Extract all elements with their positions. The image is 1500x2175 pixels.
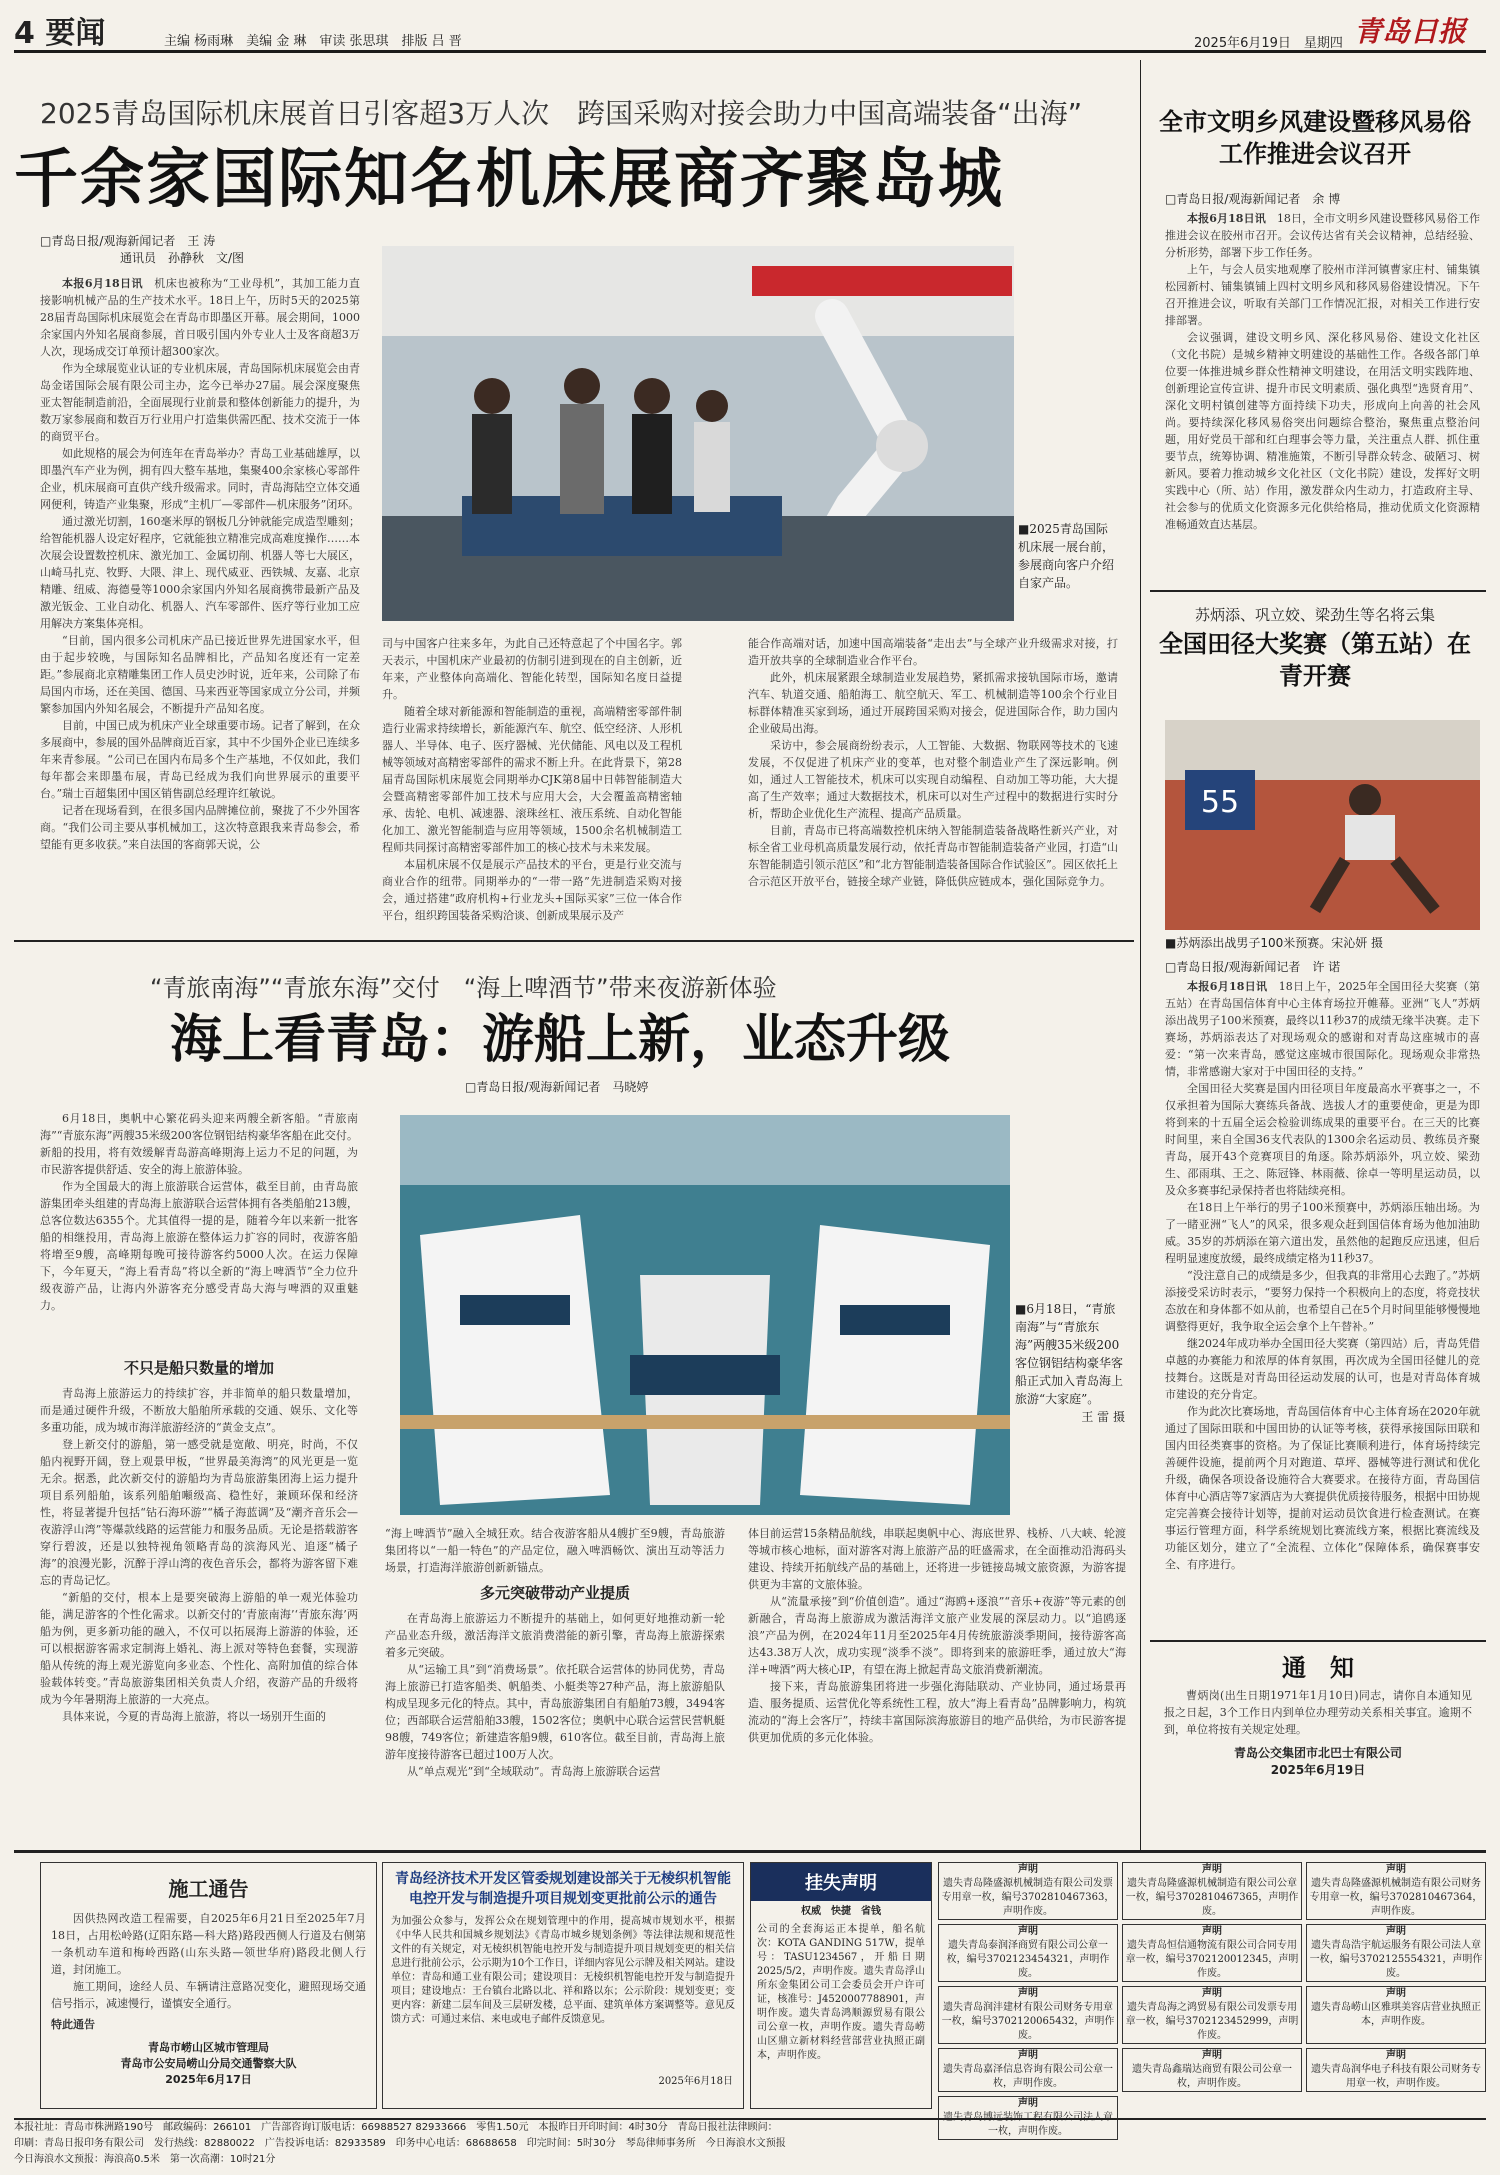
right-mid-byline: □青岛日报/观海新闻记者 许 诺 [1165, 960, 1341, 974]
planning-notice: 青岛经济技术开发区管委规划建设部关于无棱织机智能电控开发与制造提升项目规划变更批前公示的通告 为加强公众参与，发挥公众在规划管理中的作用，提高城市规划水平，根据《中华人民共和国城乡规划法》《青岛市城乡规划条例》等法律法规和规范性文件的有关规定，对无棱织机智能电控开发与制造提升项目规划变更的相关信息进行批前公示，公示期为10个工作日，详细内容见公示牌及相关网站。建设单位：青岛和通工业有限公司；建设项目：无棱织机智能电控开发与制造提升项目；建设地点：王台镇台北路以北、祥和路以东；公示阶段：规划变更；变更内容：新建二层车间及三层研发楼，总平面、建筑单体方案调整等。意见反馈方式：可通过来信、来电或电子邮件反馈意见。 2025年6月18日 [382, 1862, 744, 2109]
lead-column-3: 能合作高端对话，加速中国高端装备“走出去”与全球产业升级需求对接，打造开放共享的全球制造业合作平台。 此外，机床展紧跟全球制造业发展趋势，紧抓需求接轨国际市场，邀请汽车、轨道交通、船舶海工、航空航天、军工、机械制造等100余个行业目标群体精准买家到场，通过开展跨国采购对接会，促进国际合作，助力国内企业破局出海。 采访中，参会展商纷纷表示，人工智能、大数据、物联网等技术的飞速发展，不仅促进了机床产业的变革，也对整个制造业产生了深远影响。例如，通过人工智能技术，机床可以实现自动编程、自动加工等功能，大大提高了生产效率；通过大数据技术，机床可以对生产过程中的数据进行实时分析，帮助企业优化生产流程、提高产品质量。 目前，青岛市已将高端数控机床纳入智能制造装备战略性新兴产业，对标全省工业母机高质量发展行动，依托青岛市智能制造装备产业园，打造“山东智能制造引领示范区”和“北方智能制造装备国际合作试验区”。园区依托上合示范区开放平台，链接全球产业链，降低供应链成本，强化国际竞争力。 [748, 637, 1118, 888]
photo-credit: 王 雷 摄 [1081, 1410, 1125, 1424]
declaration: 声明 遗失青岛博远装饰工程有限公司法人章一枚，声明作废。 [938, 2096, 1118, 2140]
tourism-photo-caption: ■6月18日，“青旅南海”与“青旅东海”两艘35米级200客位钢铝结构豪华客船正式加入青岛海上旅游“大家庭”。 王 雷 摄 [1015, 1302, 1125, 1424]
page-footer [14, 2118, 1486, 2170]
tourism-column-3: 体目前运营15条精品航线，串联起奥帆中心、海底世界、栈桥、八大峡、轮渡等城市核心地标，面对游客对海上旅游产品的旺盛需求，在全面推动沿海码头建设、持续开拓航线产品的基础上，还将进一步链接岛城文旅资源，为游客提供更为丰富的文旅体验。 从“流量承接”到“价值创造”。通过“海鸥+逐浪”“音乐+夜游”等元素的创新融合，青岛海上旅游成为激活海洋文旅产业发展的深层动力。以“追鸥逐浪”产品为例，在2024年11月至2025年4月传统旅游淡季期间，接待游客高达43.38万人次，成功实现“淡季不淡”。即将到来的旅游旺季，通过放大“海洋+啤酒”两大核心IP，有望在海上掀起青岛文旅消费新潮流。 接下来，青岛旅游集团将进一步强化海陆联动、产业协同，通过场景再造、服务提质、运营优化等系统性工程，放大“海上看青岛”品牌影响力，构筑流动的“海上会客厅”，持续丰富国际滨海旅游目的地产品供给，为市民游客提供更加优质的多元化体验。 [748, 1527, 1126, 1744]
right-top-byline: □青岛日报/观海新闻记者 余 博 [1165, 192, 1341, 206]
declaration: 声明 遗失青岛嘉泽信息咨询有限公司公章一枚，声明作废。 [938, 2048, 1118, 2092]
declaration: 声明 遗失青岛隆盛源机械制造有限公司财务专用章一枚，编号3702810467364，声明作废。 [1306, 1862, 1486, 1920]
tourism-subhead-2: 多元突破带动产业提质 [479, 1584, 630, 1602]
right-divider-1 [1150, 590, 1486, 592]
notice-date: 2025年6月19日 [1270, 1763, 1366, 1777]
declaration: 声明 遗失青岛崂山区雅琪美容店营业执照正本，声明作废。 [1306, 1986, 1486, 2044]
page-number: 4 要闻 [14, 16, 106, 51]
declarations-grid [938, 1862, 1486, 2137]
declaration: 声明 遗失青岛浩宇航运服务有限公司法人章一枚，编号3702125554321，声明作废。 [1306, 1924, 1486, 1982]
right-mid-headline: 全国田径大奖赛（第五站）在青开赛 [1159, 629, 1471, 690]
declaration: 声明 遗失青岛鑫瑞达商贸有限公司公章一枚，声明作废。 [1122, 2048, 1302, 2092]
athletics-photo-caption: ■苏炳添出战男子100米预赛。宋沁妍 摄 [1165, 936, 1384, 950]
right-mid-kicker: 苏炳添、巩立姣、梁劲生等名将云集 [1194, 606, 1435, 624]
lead-kicker: 2025青岛国际机床展首日引客超3万人次 跨国采购对接会助力中国高端装备“出海” [40, 97, 1083, 130]
machine-expo-illustration [382, 246, 1014, 621]
tourism-col2-top: “海上啤酒节”融入全城狂欢。结合夜游客船从4艘扩至9艘，青岛旅游集团将以“一船一特色”的产品定位，融入啤酒畅饮、演出互动等活力场景，打造海洋旅游创新新锚点。 [385, 1527, 725, 1574]
lead-photo [382, 246, 1014, 621]
declaration: 声明 遗失青岛恒信通物流有限公司合同专用章一枚，编号3702120012345，声明作废。 [1122, 1924, 1302, 1982]
right-divider-2 [1150, 1640, 1486, 1642]
declaration: 声明 遗失青岛润华电子科技有限公司财务专用章一枚，声明作废。 [1306, 2048, 1486, 2092]
lost-banner: 挂失声明 [751, 1863, 931, 1901]
right-mid-body: 本报6月18日讯 18日上午，2025年全国田径大奖赛（第五站）在青岛国信体育中心主体育场拉开帷幕。亚洲“飞人”苏炳添出战男子100米预赛，最终以11秒37的成绩无缘半决赛。走下赛场，苏炳添表达了对现场观众的感谢和对青岛这座城市的喜爱：“第一次来青岛，感觉这座城市很国际化。现场观众非常热情，非常感谢大家对于中国田径的支持。” 全国田径大奖赛是国内田径项目年度最高水平赛事之一，不仅承担着为国际大赛练兵备战、选拔人才的重要使命，更是为即将到来的十五届全运会检验训练成果的重要平台。在三天的比赛时间里，来自全国36支代表队的1300余名运动员、教练员齐聚青岛，展开43个竞赛项目的角逐。除苏炳添外，巩立姣、梁劲生、邵雨琪、王之、陈冠锋、林雨薇、徐卓一等明星运动员，以及众多赛事纪录保持者也将陆续亮相。 在18日上午举行的男子100米预赛中，苏炳添压轴出场。为了一睹亚洲“飞人”的风采，很多观众赶到国信体育场为他加油助威。35岁的苏炳添在第六道出发，虽然他的起跑反应迅速，但后程明显速度放缓，最终成绩定格为11秒37。 “没注意自己的成绩是多少，但我真的非常用心去跑了。”苏炳添接受采访时表示，“要努力保持一个积极向上的态度，将竞技状态放在和身体都不如从前，也希望自己在5个月时间里能够慢慢地调整得更好，我争取全运会拿个上午替补。” 继2024年成功举办全国田径大奖赛（第四站）后，青岛凭借卓越的办赛能力和浓厚的体育氛围，再次成为全国田径健儿的竞技舞台。这既是对青岛田径运动发展的认可，也是对青岛体育城市建设的充分肯定。 作为此次比赛场地，青岛国信体育中心主体育场在2020年就通过了国际田联和中国田协的认证等考核，获得承接国际田联和国内田径类赛事的资格。为了保证比赛顺利进行，体育场持续完善硬件设施，提前两个月对跑道、草坪、器械等进行测试和优化升级，确保各项设备设施符合大赛要求。在接待方面，青岛国信体育中心酒店等7家酒店为大赛提供优质接待服务，根据中田协规定完善赛会接待计划等，提前对运动员饮食进行检查测试。在赛事运行管理方面，科学系统规划比赛流线方案，根据比赛流线及功能区划分，建立了“全流程、立体化”保障体系，确保赛事安全、有序进行。 [1165, 980, 1480, 1571]
sprinter-illustration [1165, 720, 1480, 930]
lead-byline: □青岛日报/观海新闻记者 王 涛 通讯员 孙静秋 文/图 [40, 234, 245, 265]
declaration: 声明 遗失青岛隆盛源机械制造有限公司公章一枚，编号3702810467365，声明作废。 [1122, 1862, 1302, 1920]
right-top-body: 本报6月18日讯 18日，全市文明乡风建设暨移风易俗工作推进会议在胶州市召开。会议传达省有关会议精神，总结经验、分析形势，部署下步工作任务。 上午，与会人员实地观摩了胶州市洋河镇曹家庄村、铺集镇松园新村、铺集镇铺上四村文明乡风和移风易俗建设情况。下午召开推进会议，听取有关部门工作情况汇报，对相关工作进行安排部署。 会议强调，建设文明乡风、深化移风易俗、建设文化社区（文化书院）是城乡精神文明建设的基础性工作。各级各部门单位要一体推进城乡群众性精神文明建设，在用活文明实践阵地、创新理论宣传宣讲、提升市民文明素质、强化典型“选贤育用”、深化文明村镇创建等方面持续下功夫，形成向上向善的社会风尚。要持续深化移风易俗突出问题综合整治，聚焦重点整治问题，用好党员干部和红白理事会等力量，关注重点人群、抓住重要节点，统筹协调、精准施策，不断引导群众转念、破陋习、树新风。要着力推动城乡文化社区（文化书院）建设，发挥好文明实践中心（所、站）作用，激发群众内生动力，打造政府主导、社会参与的优质文化资源多元化供给格局，推动优质文化资源精准畅通效直达基层。 [1165, 212, 1480, 531]
section-divider [14, 940, 1134, 942]
svg-text:55: 55 [1200, 785, 1240, 820]
lead-headline: 千余家国际知名机床展商齐聚岛城 [14, 142, 1004, 217]
construction-title: 施工通告 [168, 1877, 249, 1901]
tourism-section-2: 在青岛海上旅游运力不断提升的基础上，如何更好地推动新一轮产品业态升级，激活海洋文旅消费潜能的新引擎，青岛海上旅游探索着多元突破。 从“运输工具”到“消费场景”。依托联合运营体的协同优势，青岛海上旅游已打造客船类、帆船类、小艇类等27种产品，海上旅游船队构成呈现多元化的特点。其中，青岛旅游集团自有船舶73艘，3494客位；西部联合运营船舶33艘，1502客位；奥帆中心联合运营民营帆艇98艘，749客位；新建造客船9艘，610客位。截至目前，青岛海上旅游年度接待游客已超过100万人次。 从“单点观光”到“全域联动”。青岛海上旅游联合运营 [385, 1612, 725, 1778]
cruise-ships-illustration [400, 1115, 1010, 1515]
tourism-kicker: “青旅南海”“青旅东海”交付 “海上啤酒节”带来夜游新体验 [150, 974, 777, 1002]
ads-divider [14, 1850, 1486, 1853]
lost-notice: 挂失声明 权威 快捷 省钱 公司的全套海运正本提单，船名航次：KOTA GANDING 517W，提单号：TASU1234567，开船日期2025/5/2，声明作废。遗失青岛浮山所东金集团公司工会委员会开户许可证，核准号：J4520007788901，声明作废。遗失青岛鸿顺源贸易有限公司公章一枚，声明作废。遗失青岛崂山区鼎立新材料经营部营业执照正副本，声明作废。 [750, 1862, 932, 2109]
notice-title: 通 知 [1282, 1653, 1354, 1682]
staff-credits: 主编 杨雨琳 美编 金 琳 审读 张思琪 排版 吕 晋 [164, 34, 462, 49]
tourism-headline: 海上看青岛：游船上新，业态升级 [170, 1009, 951, 1070]
tourism-intro: 6月18日，奥帆中心繁花码头迎来两艘全新客船。“青旅南海”“青旅东海”两艘35米级200客位钢铝结构豪华客船在此交付。新船的投用，将有效缓解青岛游高峰期海上运力不足的问题，为市民游客提供舒适、安全的海上旅游体验。 作为全国最大的海上旅游联合运营体，截至目前，由青岛旅游集团牵头组建的青岛海上旅游联合运营体拥有各类船舶213艘，总客位数达6355个。尤其值得一提的是，随着今年以来新一批客船的相继投用，青岛海上旅游在整体运力扩容的同时，夜游客船将增至9艘，高峰期每晚可接待游客约5000人次。在运力保障下，今年夏天，“海上看青岛”将以全新的“海上啤酒节”全力位升级夜游产品，让海内外游客充分感受青岛大海与啤酒的双重魅力。 [40, 1112, 358, 1312]
notice-issuer: 青岛公交集团市北巴士有限公司 [1233, 1746, 1402, 1760]
masthead [14, 8, 1486, 53]
footer-weather: 今日海浪水文预报：海浪高0.5米 第一次高潮：10时21分 [14, 2154, 276, 2165]
tourism-section-1: 青岛海上旅游运力的持续扩容，并非简单的船只数量增加，而是通过硬件升级，不断放大船舶所承载的交通、娱乐、文化等多重功能，成为城市海洋旅游经济的“黄金支点”。 登上新交付的游船，第一感受就是宽敞、明亮，时尚，不仅船内视野开阔，登上观景甲板，“世界最美海湾”的风光更是一览无余。据悉，此次新交付的游船均为青岛旅游集团海上运力提升项目系列船舶，该系列船舶噸级高、稳性好，兼顾环保和经济性，将显著提升包括“钻石海环游”“橘子海蓝调”及“潮齐音乐会—夜游浮山湾”等爆款线路的运营能力和服务品质。无论是搭载游客穿行碧波，还是以独特视角领略青岛的滨海风光、追逐“橘子海”的浪漫光影，沉醉于浮山湾的夜色音乐会，都将为游客留下难忘的青岛记忆。 “新船的交付，根本上是要突破海上游船的单一观光体验功能，满足游客的个性化需求。以新交付的‘青旅南海’‘青旅东海’两船为例，更多新功能的融入，不仅可以拓展海上游游的体验，还可以根据游客需求定制海上婚礼、海上派对等特色套餐，实现游船从传统的海上观光游览向多业态、个性化、高附加值的综合体验载体转变。”青岛旅游集团相关负责人介绍，夜游产品的升级将成为今年暑期海上旅游的一大亮点。 具体来说，今夏的青岛海上旅游，将以一场别开生面的 [40, 1387, 358, 1723]
footer-line-1: 本报社址：青岛市株洲路190号 邮政编码：266101 广告部咨询订版电话：66988527 82933666 零售1.50元 本报昨日开印时间：4时30分 青岛日报社法律顾问： [14, 2122, 778, 2133]
tourism-photo [400, 1115, 1010, 1515]
declaration: 声明 遗失青岛泰润泽商贸有限公司公章一枚，编号3702123454321，声明作废。 [938, 1924, 1118, 1982]
athletics-photo [1165, 720, 1480, 930]
construction-notice: 施工通告 因供热网改造工程需要，自2025年6月21日至2025年7月18日，占用松岭路(辽阳东路—科大路)路段西侧人行道及右侧第一条机动车道和梅岭西路(山东头路—领世华府)路段北侧人行道，封闭施工。 施工期间，途经人员、车辆请注意路况变化，避照现场交通信号指示，减速慢行，谨慎安全通行。 特此通告 青岛市崂山区城市管理局 青岛市公安局崂山分局交通警察大队 2025年6月17日 [40, 1862, 377, 2109]
right-top-headline: 全市文明乡风建设暨移风易俗工作推进会议召开 [1159, 107, 1471, 168]
lead-photo-caption: ■2025青岛国际机床展一展台前，参展商向客户介绍自家产品。 [1018, 522, 1115, 590]
newspaper-logo: 青岛日报 [1354, 15, 1467, 48]
planning-title: 青岛经济技术开发区管委规划建设部关于无棱织机智能电控开发与制造提升项目规划变更批前公示的通告 [395, 1871, 731, 1907]
column-divider [1140, 60, 1141, 1850]
declaration: 声明 遗失青岛润沣建材有限公司财务专用章一枚，编号3702120065432，声明作废。 [938, 1986, 1118, 2044]
lead-column-1: 本报6月18日讯 机床也被称为“工业母机”，其加工能力直接影响机械产品的生产技术水平。18日上午，历时5天的2025第28届青岛国际机床展览会在青岛市即墨区开幕。展会期间，1000余家国内外知名展商参展，首日吸引国内外专业人士及客商超3万人次，现场成交订单预计超300家次。 作为全球展览业认证的专业机床展，青岛国际机床展览会由青岛金诺国际会展有限公司主办，迄今已举办27届。展会深度聚焦亚太智能制造前沿，全面展现行业前景和整体创新能力的提升，为数万家参展商和数百万行业用户打造集供需匹配、技术交流于一体的商贸平台。 如此规格的展会为何连年在青岛举办？青岛工业基础雄厚，以即墨汽车产业为例，拥有四大整车基地，集聚400余家核心零部件企业，机床展商可直供产线升级需求。同时，青岛海陆空立体交通网便利，铸造产业集聚，形成“主机厂—零部件—机床服务”闭环。 通过激光切割，160毫米厚的钢板几分钟就能完成造型雕刻；给智能机器人设定好程序，它就能独立精准完成高难度操作……本次展会设置数控机床、激光加工、金属切削、机器人等七大展区，山崎马扎克、牧野、大隈、津上、现代威亚、西铁城、友嘉、北京精雕、纽威、海德曼等1000余家国内外知名展商携带最新产品及激光钣金、工业自动化、机器人、汽车零部件、医疗等行业加工应用解决方案集体亮相。 “目前，国内很多公司机床产品已接近世界先进国家水平，但由于起步较晚，与国际知名品牌相比，产品知名度还有一定差距。”参展商北京精雕集团工作人员史沙时说，近年来，公司除了布局国内市场，还在美国、德国、马来西亚等国家成立分公司，并频繁参加国内外知名展会，不断提升产品知名度。 目前，中国已成为机床产业全球重要市场。记者了解到，在众多展商中，参展的国外品牌商近百家，其中不少国外企业已连续多年来青参展。“公司已在国内布局多个生产基地，不仅如此，我们每年都会来即墨布展，青岛已经成为我们向世界展示的重要平台。”瑞士百超集团中国区销售副总经理许红敏说。 记者在现场看到，在很多国内品牌摊位前，聚拢了不少外国客商。“我们公司主要从事机械加工，这次特意跟我来青岛参会，希望能有更多收获。”来自法国的客商郭天说，公 [40, 277, 361, 851]
footer-line-2: 印刷：青岛日报印务有限公司 发行热线：82880022 广告投诉电话：82933589 印务中心电话：68688658 印完时间：5时30分 琴岛律师事务所 今日海浪水文预报 [14, 2138, 786, 2149]
issue-date: 2025年6月19日 星期四 [1194, 36, 1343, 51]
lead-column-2: 司与中国客户往来多年，为此自己还特意起了个中国名字。郭天表示，中国机床产业最初的仿制引进到现在的自主创新，近年来，产业整体向高端化、智能化转型，国际知名度日益提升。 随着全球对新能源和智能制造的重视，高端精密零部件制造行业需求持续增长，新能源汽车、航空、低空经济、人形机器人、半导体、电子、医疗器械、光伏储能、风电以及工程机械等领域对高精密零部件的需求不断上升。在此背景下，第28届青岛国际机床展览会同期举办CJK第8届中日韩智能制造大会暨高精密零部件加工技术与应用大会，大会覆盖高精密轴承、齿轮、电机、减速器、滚珠丝杠、液压系统、自动化智能化加工、激光智能制造与应用等领域，1500余名机械制造工程师共同探讨高精密零部件加工的核心技术与未来发展。 本届机床展不仅是展示产品技术的平台，更是行业交流与商业合作的纽带。同期举办的“一带一路”先进制造采购对接会，通过搭建“政府机构+行业龙头+国际买家”三位一体合作平台，组织跨国装备采购洽谈、创新成果展示及产 [382, 637, 682, 922]
tourism-byline: □青岛日报/观海新闻记者 马晓婷 [465, 1080, 649, 1094]
declaration: 声明 遗失青岛海之鸿贸易有限公司发票专用章一枚，编号3702123452999，声明作废。 [1122, 1986, 1302, 2044]
tourism-subhead-1: 不只是船只数量的增加 [123, 1359, 274, 1377]
declaration: 声明 遗失青岛隆盛源机械制造有限公司发票专用章一枚，编号3702810467363，声明作废。 [938, 1862, 1118, 1920]
notice-box: 通 知 曹炳岗(出生日期1971年1月10日)同志，请你自本通知见报之日起，3个工作日内到单位办理劳动关系相关事宜。逾期不到，单位将按有关规定处理。 青岛公交集团市北巴士有限公司 2025年6月19日 [1150, 1648, 1486, 1778]
